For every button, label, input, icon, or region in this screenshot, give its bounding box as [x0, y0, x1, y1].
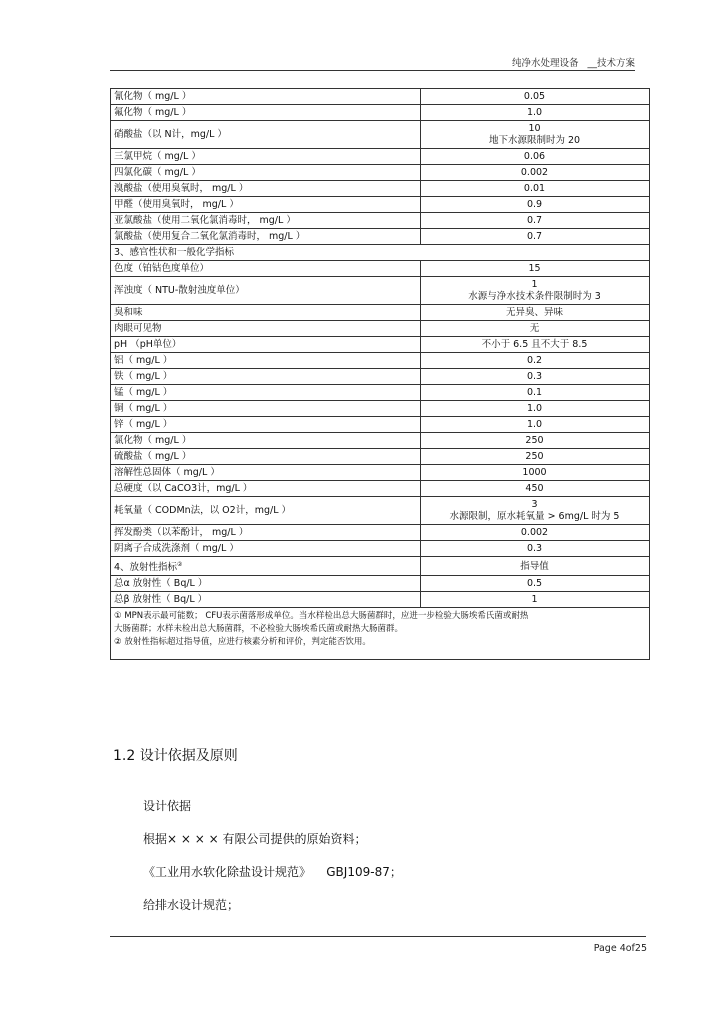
- limit-condition: 地下水源限制时为 20: [488, 135, 581, 146]
- table-row: [111, 401, 650, 417]
- table-row: [111, 525, 650, 541]
- limit-value: 0.3: [421, 369, 650, 385]
- parameter-name: 臭和味: [111, 305, 421, 321]
- limit-condition: 水源与净水技术条件限制时为 3: [468, 291, 601, 302]
- table-row: [111, 449, 650, 465]
- table-row: [111, 229, 650, 245]
- parameter-name: 耗氧量（ CODMn法，以 O2计，mg/L ）: [111, 497, 421, 525]
- limit-value: 0.3: [421, 541, 650, 557]
- table-row: [111, 337, 650, 353]
- parameter-name: 氯化物（ mg/L ）: [111, 433, 421, 449]
- parameter-name: 肉眼可见物: [111, 321, 421, 337]
- limit-value: 0.05: [421, 89, 650, 105]
- table-row: [111, 497, 650, 525]
- limit-value: 250: [421, 433, 650, 449]
- table-row: [111, 576, 650, 592]
- table-row: [111, 433, 650, 449]
- parameter-name: 氯酸盐（使用复合二氧化氯消毒时， mg/L ）: [111, 229, 421, 245]
- paragraph-design-basis: 设计依据: [143, 799, 192, 813]
- table-row: [111, 305, 650, 321]
- footer-divider: [110, 936, 646, 937]
- limit-value: 0.01: [421, 181, 650, 197]
- table-row: [111, 353, 650, 369]
- limit-value: 450: [421, 481, 650, 497]
- parameter-name: 铜（ mg/L ）: [111, 401, 421, 417]
- paragraph-gbj-spec: 《工业用水软化除盐设计规范》 GBJ109-87；: [143, 865, 402, 879]
- table-row: [111, 121, 650, 149]
- limit-value: 1.0: [421, 417, 650, 433]
- section-row: [111, 557, 650, 576]
- section-title: 1.2 设计依据及原则: [113, 748, 238, 764]
- parameter-name: 阴离子合成洗涤剂（ mg/L ）: [111, 541, 421, 557]
- limit-value: 0.002: [421, 525, 650, 541]
- table-row: [111, 105, 650, 121]
- parameter-name: 锰（ mg/L ）: [111, 385, 421, 401]
- limit-value: 3: [531, 499, 538, 510]
- section-heading: 3、感官性状和一般化学指标: [111, 245, 650, 261]
- limit-value: 1: [531, 279, 538, 290]
- parameter-name: 溴酸盐（使用臭氧时， mg/L ）: [111, 181, 421, 197]
- footnote-mark: ②: [177, 561, 183, 568]
- section-heading-text: 4、放射性指标: [114, 562, 178, 574]
- parameter-name: 总β 放射性（ Bq/L ）: [111, 592, 421, 608]
- table-row: [111, 149, 650, 165]
- parameter-name: 四氯化碳（ mg/L ）: [111, 165, 421, 181]
- parameter-name: 总α 放射性（ Bq/L ）: [111, 576, 421, 592]
- parameter-name: 浑浊度（ NTU-散射浊度单位）: [111, 277, 421, 305]
- note-line: 大肠菌群；水样未检出总大肠菌群，不必检验大肠埃希氏菌或耐热大肠菌群。: [114, 624, 404, 635]
- parameter-name: 溶解性总固体（ mg/L ）: [111, 465, 421, 481]
- notes-row: [111, 608, 650, 660]
- table-row: [111, 369, 650, 385]
- parameter-name: 挥发酚类（以苯酚计， mg/L ）: [111, 525, 421, 541]
- table-row: [111, 89, 650, 105]
- table-notes: [111, 608, 650, 660]
- section-heading: [111, 557, 421, 576]
- parameter-name: pH （pH单位）: [111, 337, 421, 353]
- limit-value: 0.1: [421, 385, 650, 401]
- limit-value: 不小于 6.5 且不大于 8.5: [421, 337, 650, 353]
- limit-value: 0.2: [421, 353, 650, 369]
- header-divider: [110, 70, 635, 71]
- table-row: [111, 261, 650, 277]
- table-row: [111, 592, 650, 608]
- limit-value: 0.7: [421, 229, 650, 245]
- paragraph-original-data: 根据× × × × 有限公司提供的原始资料；: [143, 832, 367, 846]
- limit-value: 0.7: [421, 213, 650, 229]
- limit-value: 0.9: [421, 197, 650, 213]
- water-quality-table: [110, 88, 650, 660]
- table-row: [111, 481, 650, 497]
- table-row: [111, 165, 650, 181]
- table-row: [111, 385, 650, 401]
- page-header-title: 纯净水处理设备 __技术方案: [511, 58, 635, 69]
- limit-value: 0.5: [421, 576, 650, 592]
- limit-condition: 水源限制，原水耗氧量 > 6mg/L 时为 5: [449, 511, 620, 522]
- table-row: [111, 321, 650, 337]
- note-line: ② 放射性指标超过指导值，应进行核素分析和评价，判定能否饮用。: [114, 637, 371, 648]
- parameter-name: 氟化物（ mg/L ）: [111, 105, 421, 121]
- limit-value: 1000: [421, 465, 650, 481]
- parameter-name: 亚氯酸盐（使用二氧化氯消毒时， mg/L ）: [111, 213, 421, 229]
- page-number: Page 4of25: [593, 943, 647, 954]
- limit-value: 无异臭、异味: [421, 305, 650, 321]
- paragraph-drainage-spec: 给排水设计规范；: [143, 898, 240, 912]
- parameter-name: 甲醛（使用臭氧时， mg/L ）: [111, 197, 421, 213]
- table-row: [111, 181, 650, 197]
- limit-value: 15: [421, 261, 650, 277]
- note-line: ① MPN表示最可能数； CFU表示菌落形成单位。当水样检出总大肠菌群时，应进一步检验大肠埃希氏菌或耐热: [114, 611, 529, 622]
- limit-value: 1: [421, 592, 650, 608]
- limit-value: 250: [421, 449, 650, 465]
- limit-value: 0.06: [421, 149, 650, 165]
- limit-value-cell: [421, 121, 650, 149]
- parameter-name: 总硬度（以 CaCO3计，mg/L ）: [111, 481, 421, 497]
- parameter-name: 氰化物（ mg/L ）: [111, 89, 421, 105]
- parameter-name: 三氯甲烷（ mg/L ）: [111, 149, 421, 165]
- limit-value-cell: [421, 277, 650, 305]
- parameter-name: 硝酸盐（以 N计，mg/L ）: [111, 121, 421, 149]
- limit-value: 10: [528, 123, 541, 134]
- table-row: [111, 417, 650, 433]
- table-row: [111, 197, 650, 213]
- limit-value: 0.002: [421, 165, 650, 181]
- limit-value: 1.0: [421, 105, 650, 121]
- limit-value: 无: [421, 321, 650, 337]
- table-row: [111, 465, 650, 481]
- section-row: [111, 245, 650, 261]
- limit-value-cell: [421, 497, 650, 525]
- table-row: [111, 277, 650, 305]
- limit-value: 指导值: [421, 557, 650, 576]
- parameter-name: 色度（铂钴色度单位）: [111, 261, 421, 277]
- parameter-name: 锌（ mg/L ）: [111, 417, 421, 433]
- table-row: [111, 213, 650, 229]
- limit-value: 1.0: [421, 401, 650, 417]
- parameter-name: 铝（ mg/L ）: [111, 353, 421, 369]
- parameter-name: 铁（ mg/L ）: [111, 369, 421, 385]
- table-row: [111, 541, 650, 557]
- parameter-name: 硫酸盐（ mg/L ）: [111, 449, 421, 465]
